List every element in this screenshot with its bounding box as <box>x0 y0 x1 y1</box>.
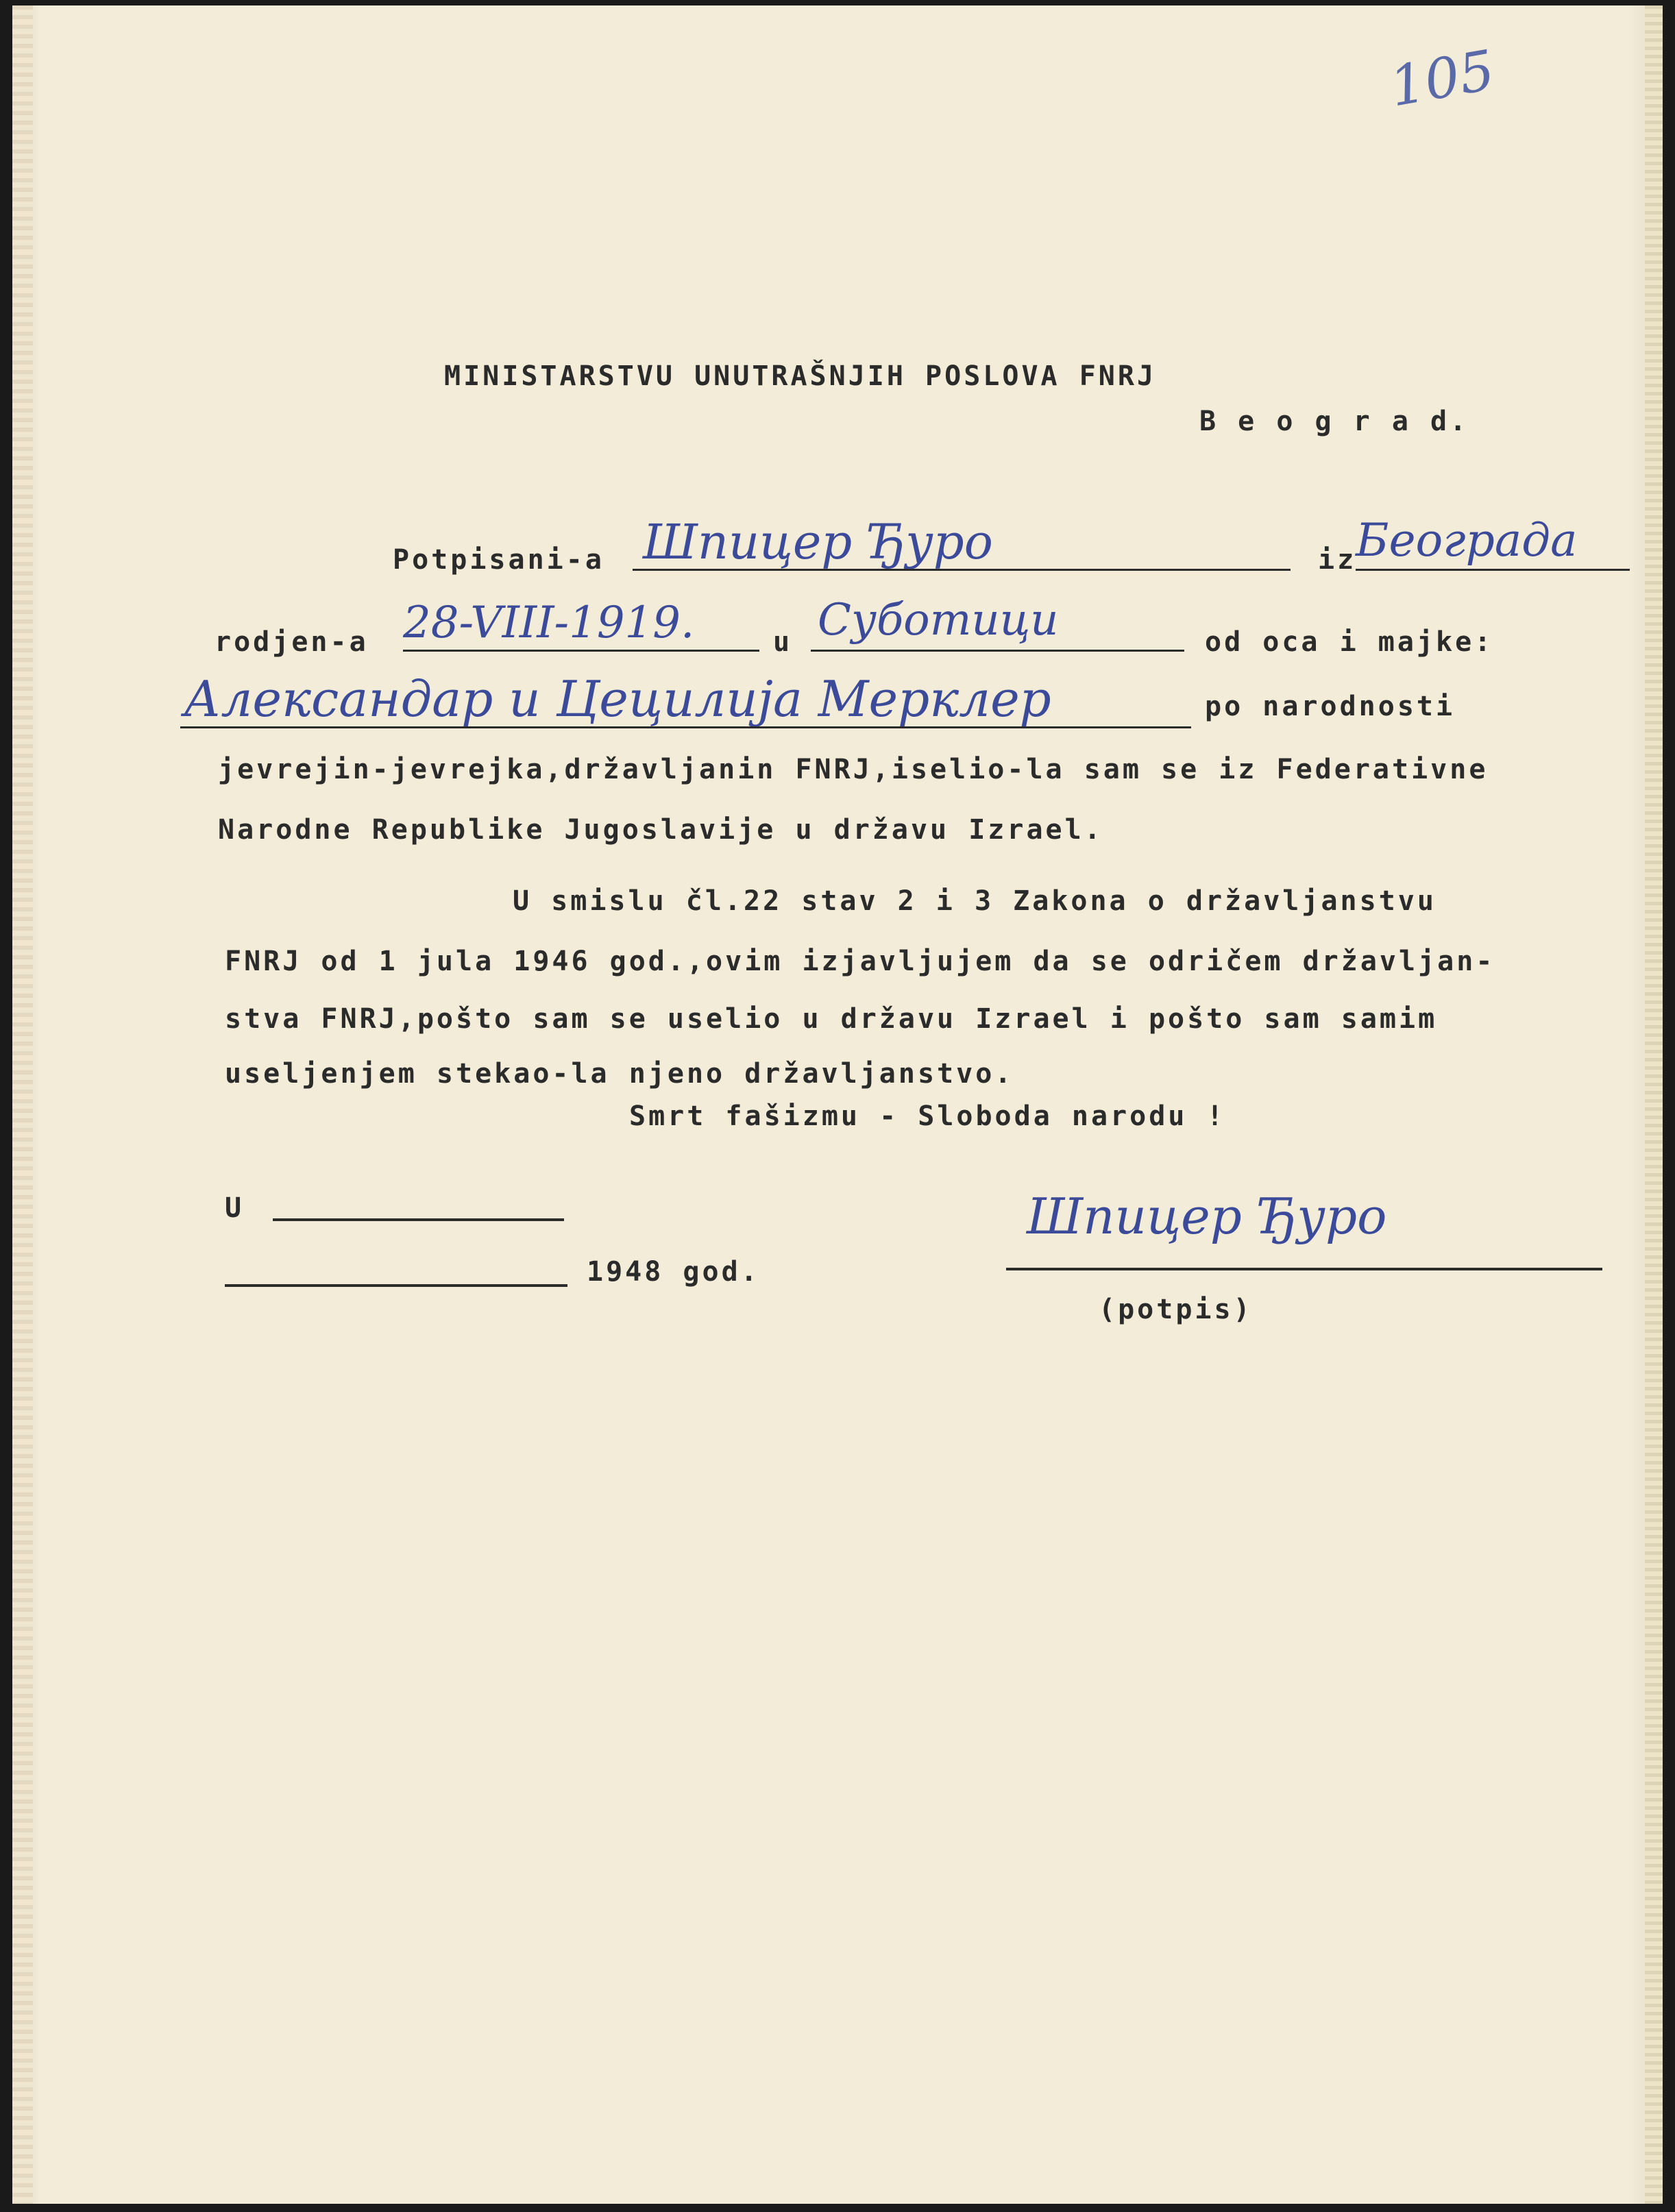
year-label: 1948 god. <box>587 1256 760 1288</box>
handwritten-signature: Шпицер Ђуро <box>1027 1188 1387 1245</box>
handwritten-birth-date: 28-VIII-1919. <box>403 598 695 648</box>
date-field-line <box>225 1284 567 1287</box>
closing-salutation: Smrt fašizmu - Sloboda narodu ! <box>629 1101 1226 1132</box>
handwritten-name: Шпицер Ђуро <box>643 514 993 570</box>
document-page <box>12 5 1663 2204</box>
recipient-city: B e o g r a d. <box>1199 406 1469 437</box>
body-line-5: Narodne Republike Jugoslavije u državu Izrael. <box>218 814 1103 846</box>
recipient-heading: MINISTARSTVU UNUTRAŠNJIH POSLOVA FNRJ <box>444 360 1157 392</box>
place-field-line <box>273 1218 564 1221</box>
body-para2-line3: stva FNRJ,pošto sam se uselio u državu Izrael i pošto sam samim <box>225 1003 1438 1035</box>
body-para2-line2: FNRJ od 1 jula 1946 god.,ovim izjavljujem da se odričem državljan- <box>225 946 1495 977</box>
from-label: iz <box>1318 544 1357 576</box>
parents-label: od oca i majke: <box>1205 626 1494 658</box>
signed-label: Potpisani-a <box>393 544 604 576</box>
birth-date-field-line <box>403 650 759 652</box>
nationality-label: po narodnosti <box>1205 691 1456 722</box>
handwritten-parents: Александар и Цецилија Мерклер <box>184 670 1051 728</box>
page-edge-left <box>12 5 33 2204</box>
signature-label: (potpis) <box>1099 1294 1253 1325</box>
body-line-4: jevrejin-jevrejka,državljanin FNRJ,iselio-la sam se iz Federativne <box>218 754 1489 785</box>
in-label: u <box>773 626 793 658</box>
page-number: 105 <box>1385 38 1500 119</box>
name-field-line <box>633 569 1291 571</box>
place-label: U <box>225 1192 245 1224</box>
body-para2-line4: useljenjem stekao-la njeno državljanstvo. <box>225 1058 1014 1090</box>
body-para2-line1: U smislu čl.22 stav 2 i 3 Zakona o državljanstvu <box>513 885 1436 917</box>
handwritten-from-city: Београда <box>1356 514 1578 567</box>
handwritten-birth-place: Суботици <box>818 595 1059 646</box>
signature-line <box>1006 1268 1602 1270</box>
birth-place-field-line <box>811 650 1184 652</box>
from-city-field-line <box>1356 569 1630 571</box>
parents-field-line <box>180 726 1191 728</box>
born-label: rodjen-a <box>215 626 369 658</box>
page-edge-right <box>1645 5 1663 2204</box>
